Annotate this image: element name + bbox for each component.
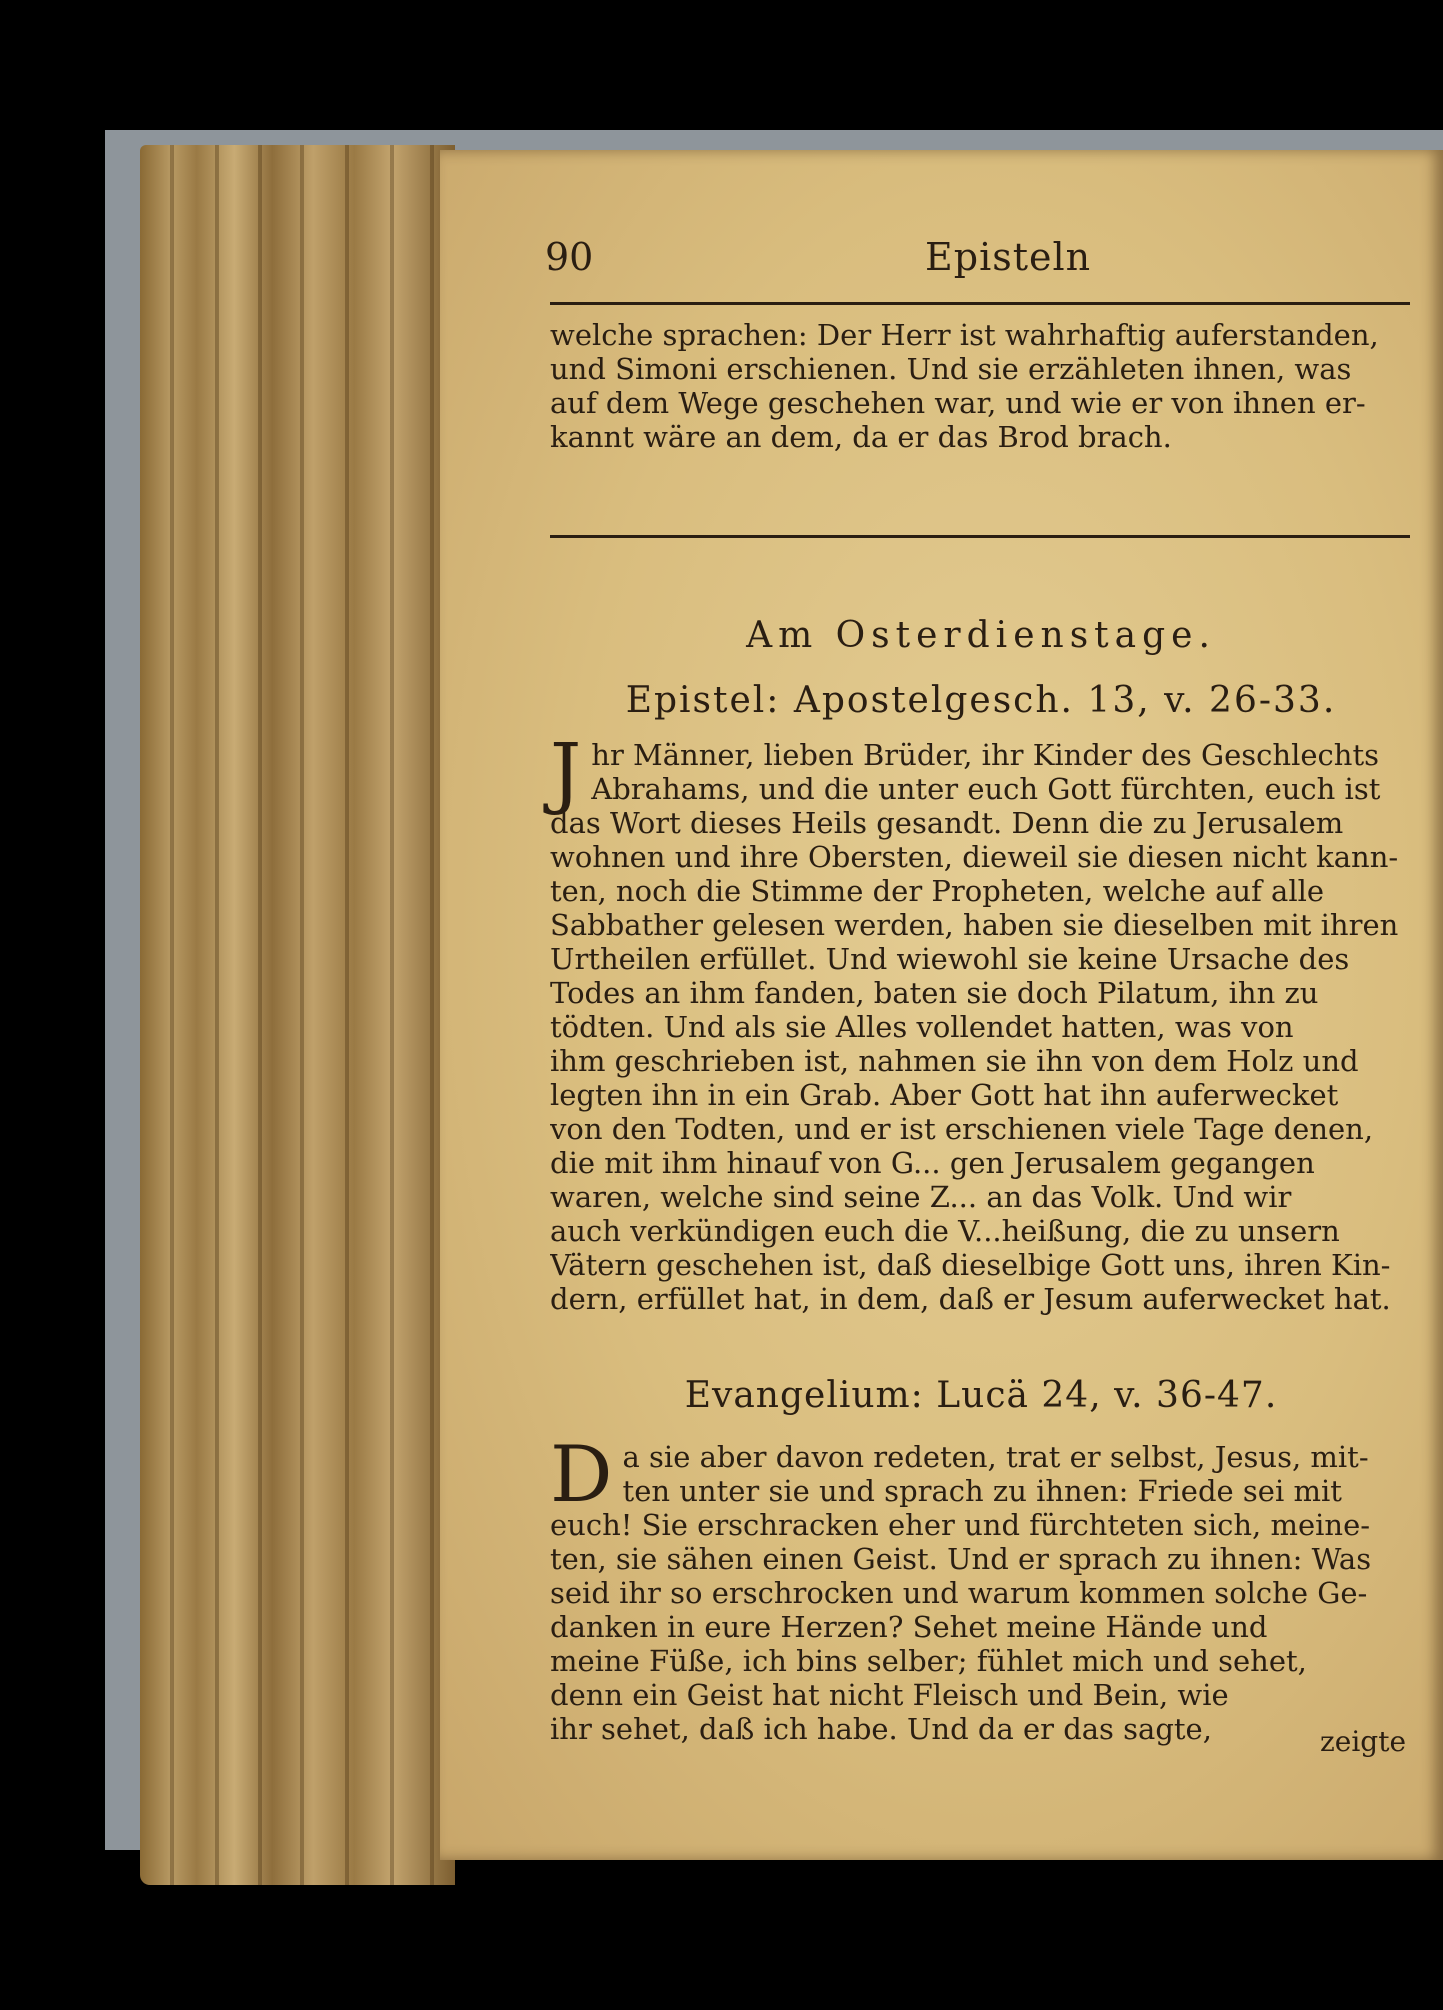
- section-divider-rule: [550, 535, 1410, 538]
- catchword: zeigte: [1320, 1725, 1407, 1758]
- book-page-edges: [140, 145, 455, 1885]
- section-title: Am Osterdienstage.: [746, 615, 1216, 656]
- text-line: a sie aber davon redeten, trat er selbst, Jesus, mit-: [622, 1440, 1369, 1474]
- page-header: [545, 235, 1410, 295]
- text-line: welche sprachen: Der Herr ist wahrhaftig auferstanden,: [550, 318, 1379, 352]
- text-line: hr Männer, lieben Brüder, ihr Kinder des Geschlechts: [591, 738, 1379, 772]
- text-line: wohnen und ihre Obersten, dieweil sie diesen nicht kann-: [550, 840, 1399, 874]
- carryover-paragraph: [550, 318, 1412, 454]
- text-line: das Wort dieses Heils gesandt. Denn die zu Jerusalem: [550, 806, 1344, 840]
- text-line: von den Todten, und er ist erschienen viele Tage denen,: [550, 1112, 1374, 1146]
- page-edge-line: [430, 145, 434, 1885]
- text-line: ihr sehet, daß ich habe. Und da er das sagte,: [550, 1712, 1212, 1746]
- page-edge-line: [170, 145, 174, 1885]
- page-edge-line: [258, 145, 262, 1885]
- page-edge-line: [300, 145, 304, 1885]
- header-rule: [550, 302, 1410, 305]
- text-line: seid ihr so erschrocken und warum kommen solche Ge-: [550, 1576, 1368, 1610]
- text-line: euch! Sie erschracken eher und fürchteten sich, meine-: [550, 1508, 1371, 1542]
- page-edge-line: [345, 145, 349, 1885]
- text-line: meine Füße, ich bins selber; fühlet mich und sehet,: [550, 1644, 1307, 1678]
- text-line: auf dem Wege geschehen war, und wie er von ihnen er-: [550, 386, 1366, 420]
- text-line: legten ihn in ein Grab. Aber Gott hat ihn auferwecket: [550, 1078, 1339, 1112]
- text-line: und Simoni erschienen. Und sie erzähleten ihnen, was: [550, 352, 1352, 386]
- text-line: Sabbather gelesen werden, haben sie dieselben mit ihren: [550, 908, 1399, 942]
- epistle-paragraph: [550, 728, 1412, 1316]
- text-line: denn ein Geist hat nicht Fleisch und Bein, wie: [550, 1678, 1229, 1712]
- text-line: dern, erfüllet hat, in dem, daß er Jesum auferwecket hat.: [550, 1282, 1391, 1316]
- text-line: ihm geschrieben ist, nahmen sie ihn von dem Holz und: [550, 1044, 1359, 1078]
- text-line: danken in eure Herzen? Sehet meine Hände und: [550, 1610, 1268, 1644]
- page-number: 90: [545, 235, 594, 279]
- text-line: ten, sie sähen einen Geist. Und er sprach zu ihnen: Was: [550, 1542, 1372, 1576]
- text-line: ten, noch die Stimme der Propheten, welche auf alle: [550, 874, 1325, 908]
- text-line: Vätern geschehen ist, daß dieselbige Gott uns, ihren Kin-: [550, 1248, 1391, 1282]
- text-line: Abrahams, und die unter euch Gott fürchten, euch ist: [591, 772, 1381, 806]
- gospel-heading: Evangelium: Lucä 24, v. 36-47.: [684, 1375, 1278, 1416]
- drop-cap: J: [550, 728, 582, 818]
- text-line: Todes an ihm fanden, baten sie doch Pilatum, ihn zu: [550, 976, 1319, 1010]
- text-line: waren, welche sind seine Z... an das Volk. Und wir: [550, 1180, 1292, 1214]
- text-line: tödten. Und als sie Alles vollendet hatten, was von: [550, 1010, 1294, 1044]
- text-line: die mit ihm hinauf von G... gen Jerusalem gegangen: [550, 1146, 1315, 1180]
- text-line: Urtheilen erfüllet. Und wiewohl sie keine Ursache des: [550, 942, 1350, 976]
- running-title: Episteln: [925, 235, 1092, 279]
- page-edge-line: [215, 145, 219, 1885]
- page-edge-line: [390, 145, 394, 1885]
- gospel-paragraph: [550, 1430, 1412, 1746]
- text-line: auch verkündigen euch die V...heißung, die zu unsern: [550, 1214, 1340, 1248]
- epistle-heading: Epistel: Apostelgesch. 13, v. 26-33.: [625, 680, 1337, 721]
- text-line: kannt wäre an dem, da er das Brod brach.: [550, 420, 1172, 454]
- drop-cap: D: [550, 1430, 613, 1520]
- text-line: ten unter sie und sprach zu ihnen: Friede sei mit: [622, 1474, 1342, 1508]
